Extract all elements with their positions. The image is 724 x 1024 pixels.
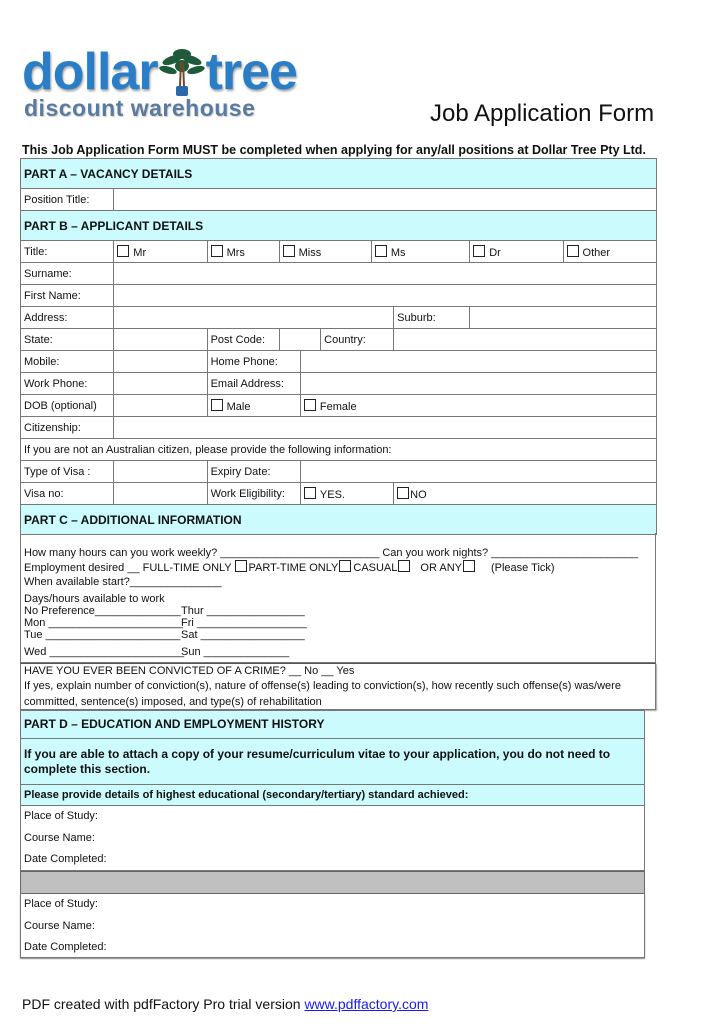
- part-c-heading: PART C – ADDITIONAL INFORMATION: [21, 505, 657, 535]
- checkbox-full-time-icon[interactable]: [235, 560, 247, 572]
- checkbox-icon[interactable]: [283, 245, 295, 257]
- part-c-body: [20, 533, 656, 663]
- dob-input[interactable]: [114, 395, 207, 417]
- mobile-label: Mobile:: [21, 351, 114, 373]
- crime-question: HAVE YOU EVER BEEN CONVICTED OF A CRIME? __ No __ Yes: [24, 665, 355, 677]
- citizenship-input[interactable]: [114, 417, 657, 439]
- footer-text: PDF created with pdfFactory Pro trial version: [22, 996, 305, 1012]
- checkbox-icon[interactable]: [211, 399, 223, 411]
- title-option-other[interactable]: Other: [563, 241, 656, 263]
- logo-tagline: discount warehouse: [24, 95, 256, 121]
- checkbox-icon[interactable]: [397, 487, 409, 499]
- logo-word-dollar: dollar: [22, 43, 158, 101]
- gender-option-male[interactable]: Male: [207, 395, 300, 417]
- dob-label: DOB (optional): [21, 395, 114, 417]
- first-name-input[interactable]: [114, 285, 657, 307]
- days-row: No Preference______________Thur ________________: [24, 605, 305, 617]
- country-input[interactable]: [394, 329, 657, 351]
- home-phone-input[interactable]: [300, 351, 656, 373]
- work-eligibility-label: Work Eligibility:: [207, 483, 300, 505]
- country-label: Country:: [321, 329, 394, 351]
- work-phone-label: Work Phone:: [21, 373, 114, 395]
- title-label: Title:: [21, 241, 114, 263]
- gender-option-female[interactable]: Female: [300, 395, 656, 417]
- checkbox-icon[interactable]: [473, 245, 485, 257]
- position-title-label: Position Title:: [21, 189, 114, 211]
- visa-type-label: Type of Visa :: [21, 461, 114, 483]
- state-label: State:: [21, 329, 114, 351]
- home-phone-label: Home Phone:: [207, 351, 300, 373]
- days-row: Wed ______________________Sun ______________: [24, 646, 290, 658]
- citizenship-label: Citizenship:: [21, 417, 114, 439]
- email-input[interactable]: [300, 373, 656, 395]
- work-phone-input[interactable]: [114, 373, 207, 395]
- education-prompt: Please provide details of highest educational (secondary/tertiary) standard achieved:: [20, 784, 645, 806]
- checkbox-casual-icon[interactable]: [398, 560, 410, 572]
- checkbox-icon[interactable]: [211, 245, 223, 257]
- post-code-label: Post Code:: [207, 329, 279, 351]
- non-citizen-note: If you are not an Australian citizen, please provide the following information:: [21, 439, 657, 461]
- checkbox-icon[interactable]: [567, 245, 579, 257]
- tree-icon: [158, 44, 206, 100]
- footer: [22, 996, 428, 1012]
- title-option-mr[interactable]: Mr: [114, 241, 207, 263]
- place-of-study-label[interactable]: Place of Study:: [24, 810, 98, 822]
- crime-explain-line-1: If yes, explain number of conviction(s), nature of offense(s) leading to conviction(s), how recently such offense(s) was/were: [24, 679, 621, 692]
- crime-section: [20, 663, 656, 710]
- first-name-label: First Name:: [21, 285, 114, 307]
- applicant-table: [20, 158, 657, 535]
- address-input[interactable]: [114, 307, 394, 329]
- suburb-input[interactable]: [470, 307, 657, 329]
- visa-no-label: Visa no:: [21, 483, 114, 505]
- course-name-label[interactable]: Course Name:: [24, 831, 95, 844]
- title-row: [21, 241, 657, 263]
- post-code-input[interactable]: [279, 329, 321, 351]
- eligibility-option-yes[interactable]: YES.: [300, 483, 393, 505]
- start-question: When available start?_______________: [24, 576, 222, 588]
- checkbox-icon[interactable]: [304, 399, 316, 411]
- page-title: Job Application Form: [430, 100, 655, 127]
- title-option-mrs[interactable]: Mrs: [207, 241, 279, 263]
- crime-explain-line-2: committed, sentence(s) imposed, and type(s) of rehabilitation: [24, 696, 322, 708]
- logo-word-tree: tree: [205, 43, 297, 101]
- visa-type-input[interactable]: [114, 461, 207, 483]
- state-input[interactable]: [114, 329, 207, 351]
- title-option-miss[interactable]: Miss: [279, 241, 371, 263]
- education-entry-1: [20, 806, 645, 871]
- hours-question: How many hours can you work weekly? __________________________ Can you work nights? ________________________: [24, 547, 639, 559]
- checkbox-part-time-icon[interactable]: [339, 560, 351, 572]
- date-completed-label[interactable]: Date Completed:: [24, 941, 107, 953]
- checkbox-any-icon[interactable]: [463, 560, 475, 572]
- checkbox-icon[interactable]: [304, 487, 316, 499]
- education-divider: [20, 871, 645, 894]
- expiry-date-label: Expiry Date:: [207, 461, 300, 483]
- surname-label: Surname:: [21, 263, 114, 285]
- title-option-dr[interactable]: Dr: [470, 241, 563, 263]
- resume-note: If you are able to attach a copy of your resume/curriculum vitae to your application, you do not need to complete this section.: [20, 738, 645, 785]
- suburb-label: Suburb:: [394, 307, 470, 329]
- position-title-input[interactable]: [114, 189, 657, 211]
- checkbox-icon[interactable]: [117, 245, 129, 257]
- employment-desired: Employment desired __ FULL-TIME ONLY PART-TIME ONLY CASUAL OR ANY (Please Tick): [24, 562, 555, 574]
- part-b-heading: PART B – APPLICANT DETAILS: [21, 211, 657, 241]
- expiry-date-input[interactable]: [300, 461, 656, 483]
- part-d-heading: PART D – EDUCATION AND EMPLOYMENT HISTORY: [20, 710, 645, 739]
- course-name-label[interactable]: Course Name:: [24, 919, 95, 932]
- part-a-heading: PART A – VACANCY DETAILS: [21, 159, 657, 189]
- checkbox-icon[interactable]: [375, 245, 387, 257]
- pdffactory-link[interactable]: www.pdffactory.com: [304, 996, 429, 1012]
- visa-no-input[interactable]: [114, 483, 207, 505]
- email-label: Email Address:: [207, 373, 300, 395]
- days-heading: Days/hours available to work: [24, 593, 165, 605]
- address-label: Address:: [21, 307, 114, 329]
- form-notice: This Job Application Form MUST be completed when applying for any/all positions at Dollar Tree Pty Ltd.: [22, 143, 646, 157]
- surname-input[interactable]: [114, 263, 657, 285]
- title-option-ms[interactable]: Ms: [371, 241, 469, 263]
- date-completed-label[interactable]: Date Completed:: [24, 853, 107, 865]
- logo: [22, 44, 297, 100]
- mobile-input[interactable]: [114, 351, 207, 373]
- days-row: Tue ______________________Sat _________________: [24, 629, 305, 641]
- place-of-study-label[interactable]: Place of Study:: [24, 898, 98, 910]
- days-row: Mon ______________________Fri __________________: [24, 617, 308, 629]
- education-entry-2: [20, 894, 645, 958]
- eligibility-option-no[interactable]: NO: [394, 483, 657, 505]
